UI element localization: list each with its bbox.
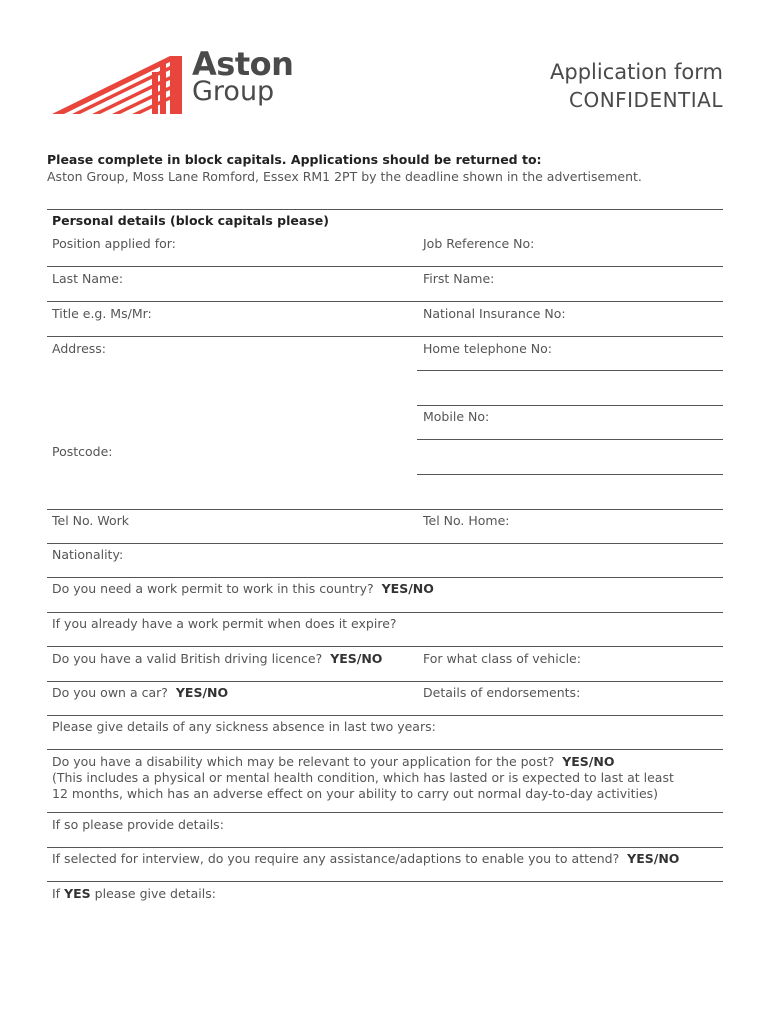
row-rule <box>417 370 723 371</box>
section-title: Personal details (block capitals please) <box>52 213 329 228</box>
car-question[interactable] <box>52 685 228 700</box>
instructions-text: Aston Group, Moss Lane Romford, Essex RM1 2PT by the deadline shown in the advertisement. <box>47 169 642 184</box>
disability-question[interactable] <box>52 754 614 769</box>
row-rule <box>417 405 723 406</box>
row-rule <box>47 646 723 647</box>
postcode-field[interactable]: Postcode: <box>52 444 113 459</box>
first-name-field[interactable]: First Name: <box>423 271 495 286</box>
row-rule <box>47 681 723 682</box>
disability-note-line1: (This includes a physical or mental health condition, which has lasted or is expected to last at least <box>52 770 674 785</box>
home-telephone-field[interactable]: Home telephone No: <box>423 341 552 356</box>
disability-details-field[interactable]: If so please provide details: <box>52 817 224 832</box>
tel-home-field[interactable]: Tel No. Home: <box>423 513 510 528</box>
disability-note-line2: 12 months, which has an adverse effect on your ability to carry out normal day-to-day activities) <box>52 786 659 801</box>
row-rule <box>417 439 723 440</box>
nationality-field[interactable]: Nationality: <box>52 547 124 562</box>
title-block <box>550 60 723 112</box>
disability-yes-no[interactable]: YES/NO <box>562 754 615 769</box>
page-title: Application form <box>550 60 723 84</box>
permit-expiry-field[interactable]: If you already have a work permit when does it expire? <box>52 616 397 631</box>
if-yes-bold: YES <box>64 886 91 901</box>
brand-text <box>192 45 294 107</box>
title-field[interactable]: Title e.g. Ms/Mr: <box>52 306 152 321</box>
row-rule <box>47 266 723 267</box>
row-rule <box>47 881 723 882</box>
brand-name: Aston <box>192 45 294 83</box>
if-yes-details-field[interactable] <box>52 886 216 901</box>
row-rule <box>47 847 723 848</box>
disability-label: Do you have a disability which may be relevant to your application for the post? <box>52 754 555 769</box>
interview-yes-no[interactable]: YES/NO <box>627 851 680 866</box>
interview-label: If selected for interview, do you require any assistance/adaptions to enable you to attend? <box>52 851 620 866</box>
job-reference-field[interactable]: Job Reference No: <box>423 236 535 251</box>
row-rule <box>47 749 723 750</box>
mobile-field[interactable]: Mobile No: <box>423 409 490 424</box>
row-rule <box>417 474 723 475</box>
if-yes-suffix: please give details: <box>94 886 216 901</box>
row-rule <box>47 509 723 510</box>
work-permit-yes-no[interactable]: YES/NO <box>381 581 434 596</box>
row-rule <box>47 812 723 813</box>
licence-label: Do you have a valid British driving licence? <box>52 651 323 666</box>
licence-question[interactable] <box>52 651 382 666</box>
page-subtitle: CONFIDENTIAL <box>568 88 723 112</box>
instructions <box>47 152 727 184</box>
car-label: Do you own a car? <box>52 685 168 700</box>
if-yes-prefix: If <box>52 886 61 901</box>
work-permit-question[interactable] <box>52 581 434 596</box>
licence-yes-no[interactable]: YES/NO <box>330 651 383 666</box>
last-name-field[interactable]: Last Name: <box>52 271 124 286</box>
row-rule <box>47 301 723 302</box>
row-rule <box>47 715 723 716</box>
row-rule <box>47 336 723 337</box>
tel-work-field[interactable]: Tel No. Work <box>52 513 130 528</box>
interview-question[interactable] <box>52 851 679 866</box>
car-yes-no[interactable]: YES/NO <box>175 685 229 700</box>
national-insurance-field[interactable]: National Insurance No: <box>423 306 566 321</box>
aston-group-logo <box>52 45 294 122</box>
instructions-heading: Please complete in block capitals. Applications should be returned to: <box>47 152 542 167</box>
work-permit-label: Do you need a work permit to work in this country? <box>52 581 374 596</box>
brand-sub: Group <box>192 76 275 107</box>
row-rule <box>47 543 723 544</box>
vehicle-class-field[interactable]: For what class of vehicle: <box>423 651 581 666</box>
sickness-field[interactable]: Please give details of any sickness absence in last two years: <box>52 719 436 734</box>
position-applied-field[interactable]: Position applied for: <box>52 236 176 251</box>
row-rule <box>47 612 723 613</box>
address-field[interactable]: Address: <box>52 341 106 356</box>
row-rule <box>47 577 723 578</box>
endorsements-field[interactable]: Details of endorsements: <box>423 685 581 700</box>
logo-stripes-icon <box>52 56 184 118</box>
section-top-rule <box>47 209 723 210</box>
